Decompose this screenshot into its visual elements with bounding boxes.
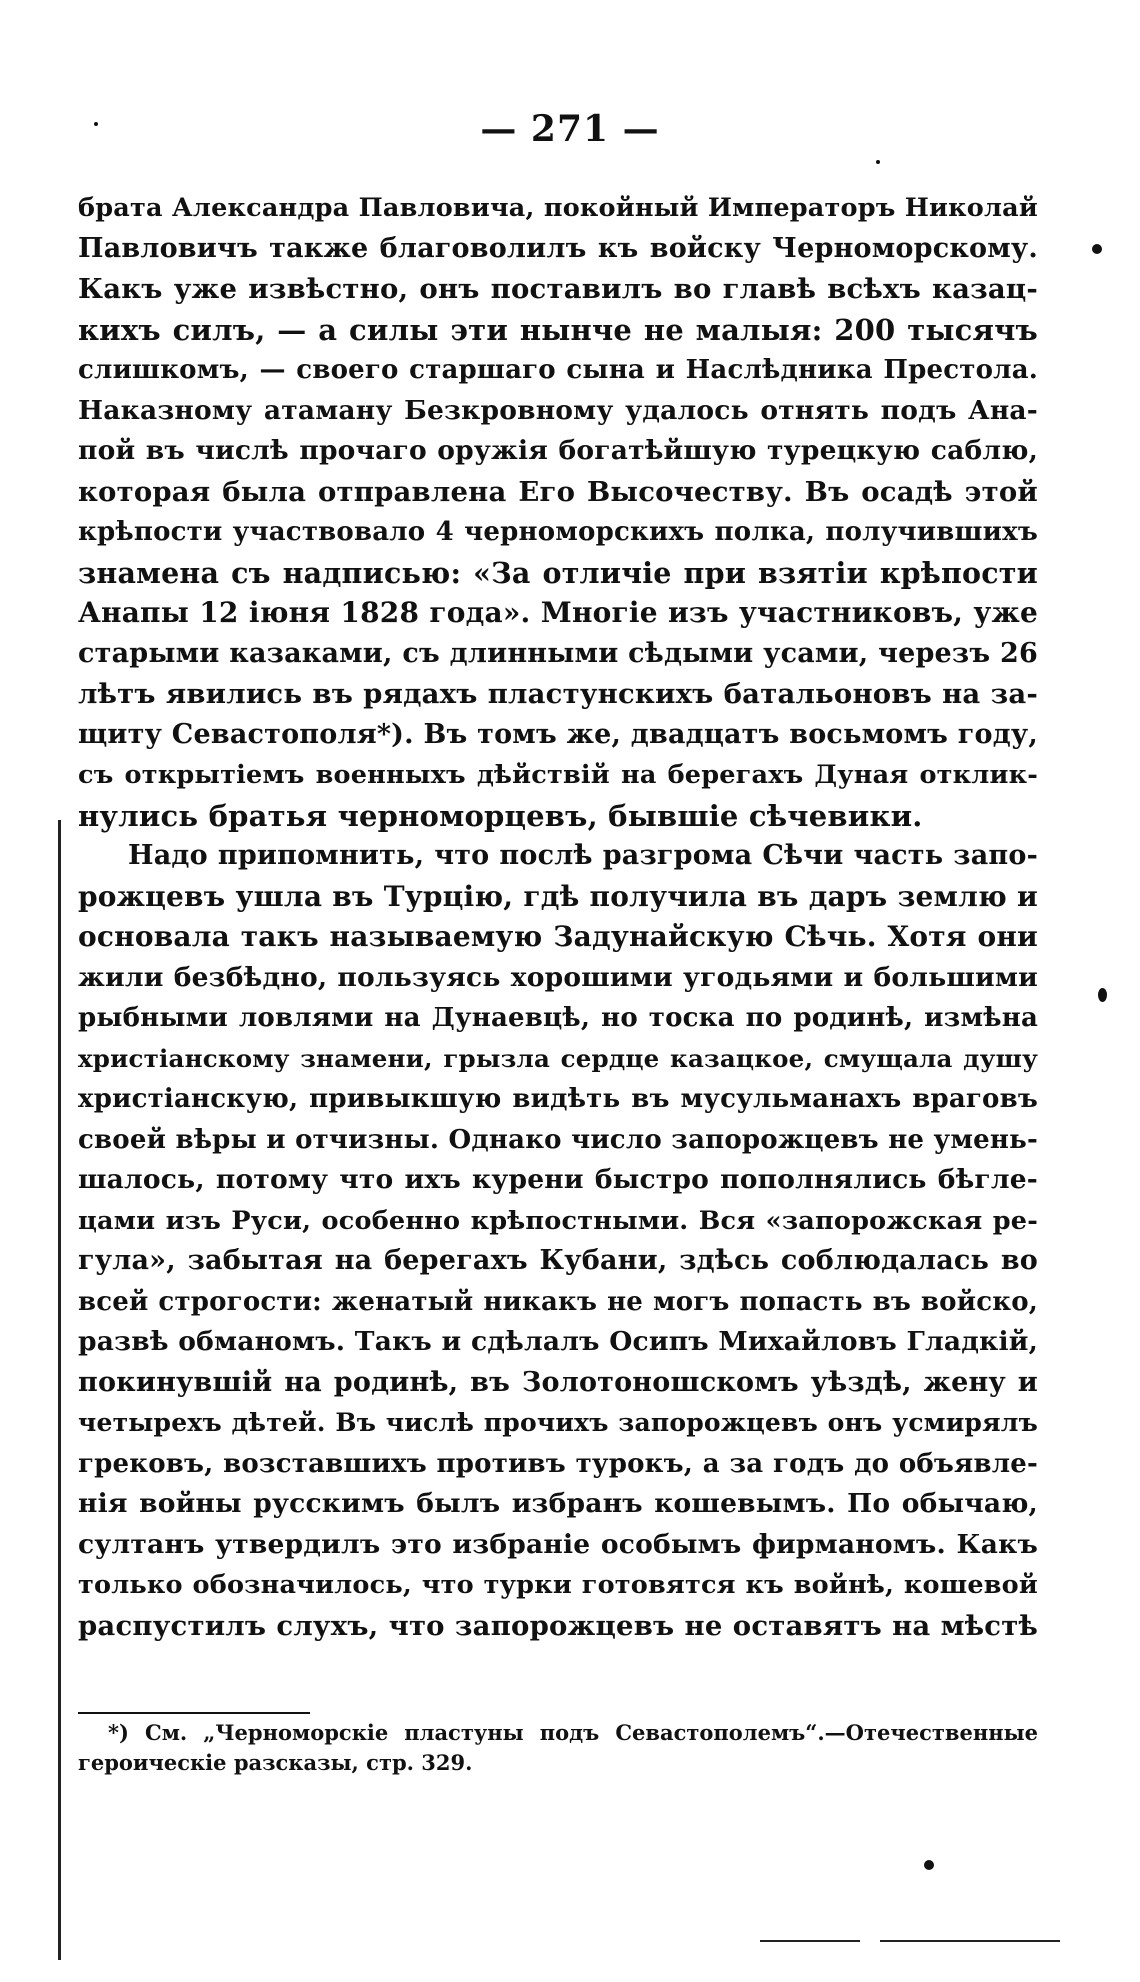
text-line: брата Александра Павловича, покойный Императоръ Николай bbox=[78, 193, 1038, 223]
footnote bbox=[78, 1718, 1038, 1778]
print-speck bbox=[1092, 244, 1102, 254]
text-line: четырехъ дѣтей. Въ числѣ прочихъ запорожцевъ онъ усмирялъ bbox=[78, 1408, 1038, 1437]
text-line: слишкомъ, — своего старшаго сына и Наслѣдника Престола. bbox=[78, 355, 1038, 385]
text-line: христіанскую, привыкшую видѣть въ мусульманахъ враговъ bbox=[78, 1084, 1038, 1114]
text-line: съ открытіемъ военныхъ дѣйствій на берегахъ Дуная отклик- bbox=[78, 760, 1038, 790]
text-line: развѣ обманомъ. Такъ и сдѣлалъ Осипъ Михайловъ Гладкій, bbox=[78, 1326, 1038, 1357]
footnote-line: *) См. „Черноморскіе пластуны подъ Севастополемъ“.—Отечественные bbox=[108, 1720, 1038, 1745]
text-line: Павловичъ также благоволилъ къ войску Черноморскому. bbox=[78, 232, 1038, 264]
text-line: рожцевъ ушла въ Турцію, гдѣ получила въ даръ землю и bbox=[78, 879, 1038, 913]
text-line: только обозначилось, что турки готовятся къ войнѣ, кошевой bbox=[78, 1570, 1038, 1600]
print-speck bbox=[924, 1860, 934, 1870]
footnote-divider bbox=[78, 1712, 310, 1714]
text-line: кихъ силъ, — а силы эти нынче не малыя: 200 тысячъ bbox=[78, 312, 1038, 347]
text-line: основала такъ называемую Задунайскую Сѣчь. Хотя они bbox=[78, 920, 1038, 953]
text-line: всей строгости: женатый никакъ не могъ попасть въ войско, bbox=[78, 1286, 1038, 1317]
text-line: нія войны русскимъ былъ избранъ кошевымъ. По обычаю, bbox=[78, 1488, 1038, 1519]
bottom-edge-line bbox=[880, 1940, 1060, 1942]
text-line: своей вѣры и отчизны. Однако число запорожцевъ не умень- bbox=[78, 1124, 1038, 1155]
text-line: щиту Севастополя*). Въ томъ же, двадцатъ восьмомъ году, bbox=[78, 718, 1038, 750]
text-line: гула», забытая на берегахъ Кубани, здѣсь соблюдалась во bbox=[78, 1245, 1038, 1276]
text-line: крѣпости участвовало 4 черноморскихъ полка, получившихъ bbox=[78, 517, 1038, 547]
print-speck bbox=[1098, 988, 1107, 1002]
text-line: цами изъ Руси, особенно крѣпостными. Вся «запорожская ре- bbox=[78, 1205, 1038, 1236]
print-speck bbox=[876, 160, 880, 164]
text-line: распустилъ слухъ, что запорожцевъ не оставятъ на мѣстѣ bbox=[78, 1609, 1038, 1642]
text-line: пой въ числѣ прочаго оружія богатѣйшую турецкую саблю, bbox=[78, 435, 1038, 466]
page-number: — 271 — bbox=[480, 108, 660, 150]
text-line: христіанскому знамени, грызла сердце казацкое, смущала душу bbox=[78, 1043, 1038, 1073]
text-line: нулись братья черноморцевъ, бывшіе сѣчевики. bbox=[78, 798, 923, 833]
text-line: покинувшій на родинѣ, въ Золотоношскомъ уѣздѣ, жену и bbox=[78, 1366, 1038, 1398]
text-line: Анапы 12 іюня 1828 года». Многіе изъ участниковъ, уже bbox=[78, 596, 1038, 629]
text-line: старыми казаками, съ длинными сѣдыми усами, черезъ 26 bbox=[78, 637, 1038, 669]
text-line: лѣтъ явились въ рядахъ пластунскихъ батальоновъ на за- bbox=[78, 678, 1038, 710]
text-line: шалось, потому что ихъ курени быстро пополнялись бѣгле- bbox=[78, 1164, 1038, 1195]
text-line: грековъ, возставшихъ противъ турокъ, а за годъ до объявле- bbox=[78, 1448, 1038, 1479]
footnote-line: героическіе разсказы, стр. 329. bbox=[78, 1750, 473, 1775]
text-line: султанъ утвердилъ это избраніе особымъ фирманомъ. Какъ bbox=[78, 1528, 1038, 1560]
text-line: знамена съ надписью: «За отличіе при взятіи крѣпости bbox=[78, 555, 1038, 590]
main-text bbox=[78, 188, 1038, 1646]
text-line: Наказному атаману Безкровному удалось отнять подъ Ана- bbox=[78, 394, 1038, 426]
text-line: Какъ уже извѣстно, онъ поставилъ во главѣ всѣхъ казац- bbox=[78, 273, 1038, 305]
text-line: рыбными ловлями на Дунаевцѣ, но тоска по родинѣ, измѣна bbox=[78, 1003, 1038, 1033]
text-line: жили безбѣдно, пользуясь хорошими угодьями и большими bbox=[78, 961, 1038, 993]
paragraph-start-line: Надо припомнить, что послѣ разгрома Сѣчи часть запо- bbox=[128, 840, 1038, 871]
print-speck bbox=[94, 122, 98, 126]
gutter-edge-line bbox=[58, 820, 61, 1960]
bottom-edge-line bbox=[760, 1940, 860, 1942]
text-line: которая была отправлена Его Высочеству. Въ осадѣ этой bbox=[78, 475, 1038, 508]
